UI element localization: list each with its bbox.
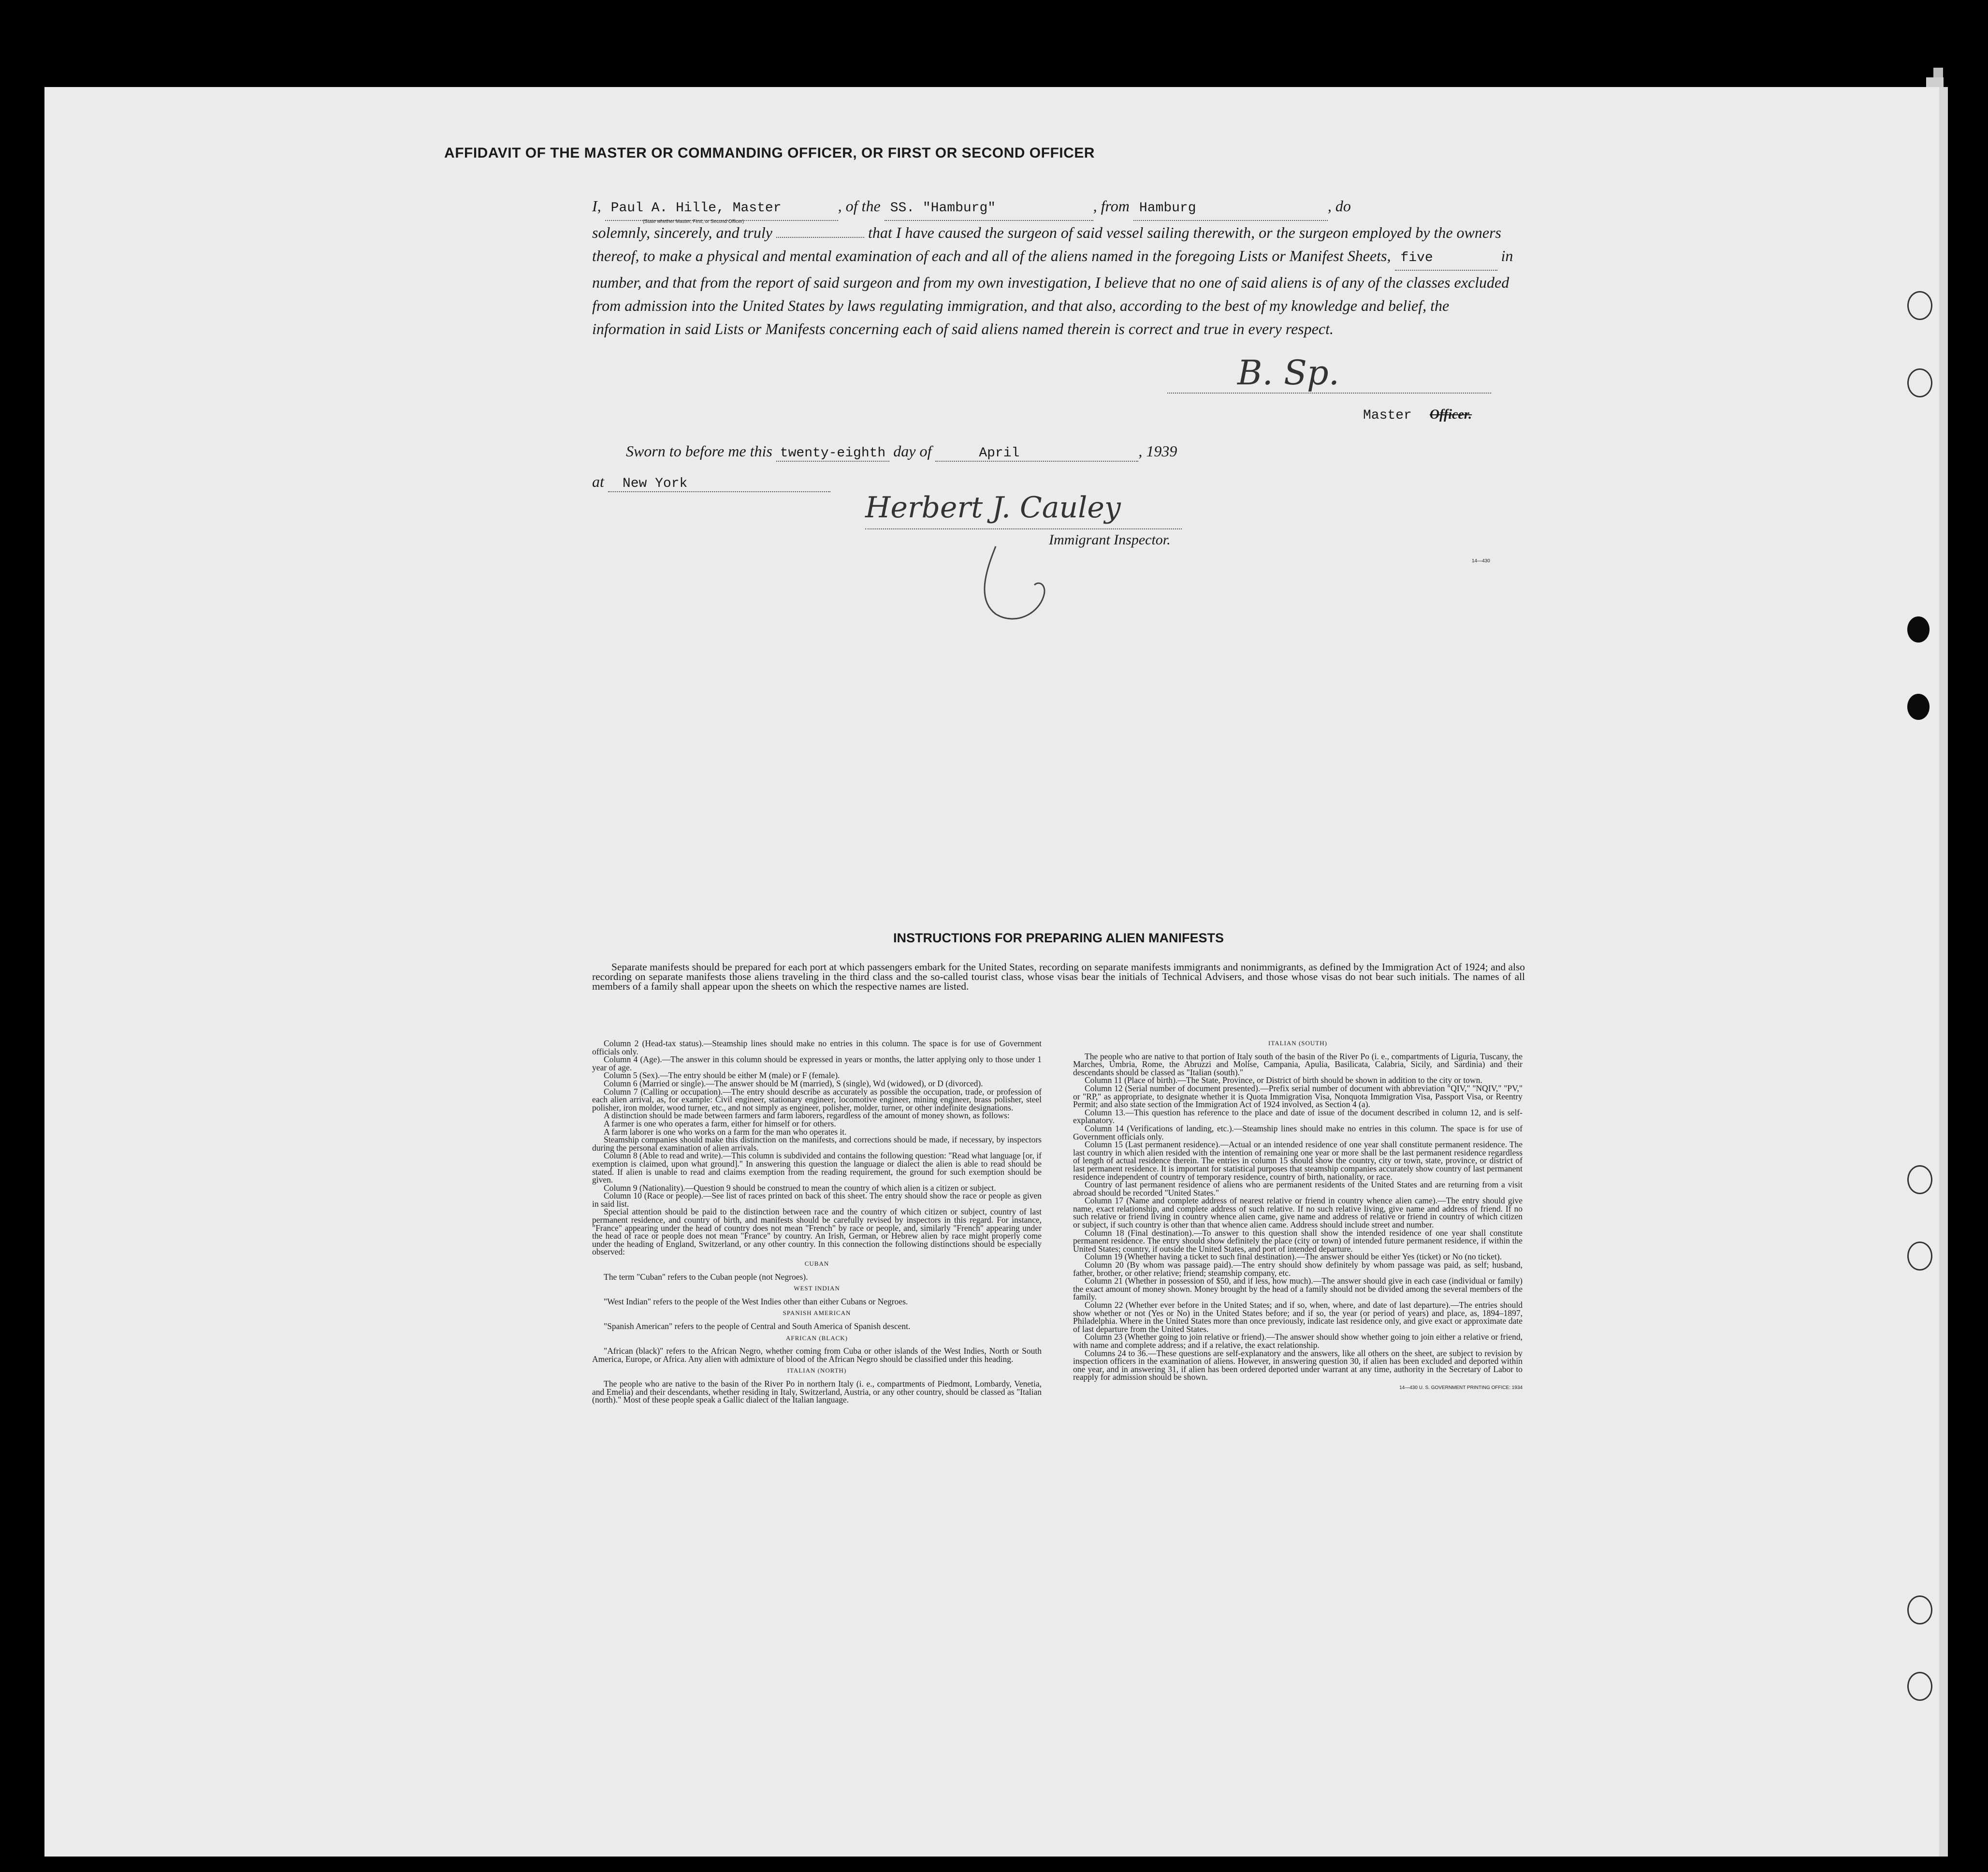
- sworn-line: [626, 442, 1177, 462]
- inspector-flourish: [976, 541, 1097, 624]
- binder-hole-2: [1907, 368, 1932, 397]
- binder-hole-4: [1907, 694, 1930, 720]
- affidavit-of-the: , of the: [838, 197, 881, 215]
- instructions-left-column: [592, 1039, 1042, 1404]
- instr-farmer: A farmer is one who operates a farm, either for himself or for others.: [604, 1118, 836, 1128]
- rank-note: (State whether Master, First, or Second Officer): [643, 219, 744, 224]
- instr-col20: Column 20 (By whom was passage paid).—The entry should show definitely by whom passage was paid, as self; husband, father, brother, or other relative; friend; steamship company, etc.: [1073, 1260, 1523, 1278]
- instr-farm-laborer: A farm laborer is one who works on a farm for the man who operates it.: [604, 1126, 847, 1137]
- officer-name-field: Paul A. Hille, Master: [605, 197, 838, 221]
- master-signature-line: [1167, 393, 1491, 394]
- officer-title-block: [1363, 407, 1472, 423]
- instr-spanish-american: "Spanish American" refers to the people of Central and South America of Spanish descent.: [604, 1321, 911, 1331]
- instr-steamship: Steamship companies should make this distinction on the manifests, and corrections should be made, if necessary, by inspectors during the personal examination of alien arrivals.: [592, 1135, 1042, 1153]
- instr-col15b: Country of last permanent residence of aliens who are permanent residents of the United States and are returning from a visit abroad should be recorded "United States.": [1073, 1180, 1523, 1198]
- inspector-title: Immigrant Inspector.: [1049, 532, 1171, 548]
- binder-hole-7: [1907, 1595, 1932, 1624]
- heading-african: AFRICAN (BLACK): [785, 1334, 848, 1342]
- instr-col14: Column 14 (Verifications of landing, etc.).—Steamship lines should make no entries in this column. The space is for use of Government officials only.: [1073, 1123, 1523, 1141]
- gpo-footer: 14—430 U. S. GOVERNMENT PRINTING OFFICE: 1934: [1399, 1385, 1523, 1390]
- instr-col8: Column 8 (Able to read and write).—This column is subdivided and contains the following question: "Read what language [or, if exemption is claimed, upon what ground]." In answering this question the language or dialect the alien is able to read should be stated. If alien is unable to read and claims exemption from the reading requirement, the ground for such exemption should be given.: [592, 1151, 1042, 1185]
- heading-spanish-american: SPANISH AMERICAN: [783, 1309, 851, 1317]
- instr-col11: Column 11 (Place of birth).—The State, Province, or District of birth should be shown in addition to the city or town.: [1085, 1075, 1482, 1085]
- instr-african: "African (black)" refers to the African Negro, whether coming from Cuba or other islands of the West Indies, North or South America, Europe, or Africa. Any alien with admixture of blood of the African Negro should be classified under this heading.: [592, 1346, 1042, 1364]
- instr-col21: Column 21 (Whether in possession of $50, and if less, how much).—The answer should give in each case (individual or family) the exact amount of money shown. Money brought by the head of a family should not be divided among the several members of the family.: [1073, 1276, 1523, 1302]
- instr-col10: Column 10 (Race or people).—See list of races printed on back of this sheet. The entry should show the race or people as given in said list.: [592, 1191, 1042, 1209]
- month-field: April: [935, 446, 1138, 462]
- affidavit-from: , from: [1093, 197, 1130, 215]
- instr-col6: Column 6 (Married or single).—The answer should be M (married), S (single), Wd (widowed), or D (divorced).: [604, 1078, 983, 1088]
- sworn-day-field: twenty-eighth: [776, 446, 889, 462]
- instructions-right-column: [1073, 1039, 1523, 1392]
- instr-col22: Column 22 (Whether ever before in the United States; and if so, when, where, and date of last departure).—The entries should show whether or not (Yes or No) in the United States before; and if so, the year (or period of years) and place, as, 1894–1897, Philadelphia. Where in the United States more than once previously, indicate last residence only, and give exact or approximate date of last departure from the United States.: [1073, 1300, 1523, 1334]
- instructions-intro-text: Separate manifests should be prepared for each port at which passengers embark for the United States, recording on separate manifests immigrants and nonimmigrants, as defined by the Immigration Act of 1924; and also recording on separate manifests those aliens traveling in the third class and the so-called tourist class, whose visas bear the initials of Technical Advisers, and those whose visas do not bear such initials. The names of all members of a family shall appear upon the sheets on which the respective names are listed.: [592, 961, 1525, 992]
- inspector-signature-line: [865, 528, 1182, 529]
- binder-hole-6: [1907, 1242, 1932, 1271]
- affidavit-do: , do: [1327, 197, 1351, 215]
- instr-col23: Column 23 (Whether going to join relative or friend).—The answer should show whether going to join either a relative or friend, with name and complete address; and if a relative, the exact relationship.: [1073, 1332, 1523, 1350]
- instr-col12: Column 12 (Serial number of document presented).—Prefix serial number of document with abbreviation "QIV," "NQIV," "PV," or "RP," as appropriate, to designate whether it is Quota Immigration Visa, Nonquota Immigration Visa, Passport Visa, or Reentry Permit; and also state section of the Immigration Act of 1924 involved, as Section 4 (a).: [1073, 1083, 1523, 1110]
- instr-italian-south: The people who are native to that portion of Italy south of the basin of the River Po (i. e., compartments of Liguria, Tuscany, the Marches, Umbria, Rome, the Abruzzi and Molise, Campania, Apulia, Basilicata, Calabria, Sicily, and Sardinia) and their descendants should be classed as "Italian (south).": [1073, 1051, 1523, 1077]
- instructions-title: INSTRUCTIONS FOR PREPARING ALIEN MANIFESTS: [893, 931, 1224, 945]
- instructions-intro: [592, 962, 1525, 991]
- instr-col9: Column 9 (Nationality).—Question 9 should be construed to mean the country of which alien is a citizen or subject.: [604, 1183, 996, 1193]
- instr-cuban: The term "Cuban" refers to the Cuban people (not Negroes).: [604, 1272, 808, 1282]
- instr-col13: Column 13.—This question has reference to the place and date of issue of the document described in column 12, and is self-explanatory.: [1073, 1107, 1523, 1126]
- affidavit-text-2: in number, and that from the report of said surgeon and from my own investigation, I believe that no one of said aliens is of any of the classes excluded from admission into the United States by laws regulating immigration, and that also, according to the best of my knowledge and belief, the information in said Lists or Manifests concerning each of said aliens named therein is correct and true in every respect.: [592, 247, 1513, 337]
- officer-struck: Officer.: [1429, 407, 1472, 422]
- heading-italian-north: ITALIAN (NORTH): [787, 1367, 847, 1375]
- instr-col19: Column 19 (Whether having a ticket to such final destination).—The answer should be either Yes (ticket) or No (no ticket).: [1085, 1252, 1502, 1262]
- instr-col17: Column 17 (Name and complete address of nearest relative or friend in country whence alien came).—The entry should give name, exact relationship, and complete address of such relative. If no such relative living, give name and address of friend. If no such relative or friend living in country whence alien came, give name and address of relative or friend in country of which citizen or subject, if such country is other than that whence alien came. Address should include street and number.: [1073, 1196, 1523, 1230]
- instr-col2: Column 2 (Head-tax status).—Steamship lines should make no entries in this column. The space is for use of Government officials only.: [592, 1038, 1042, 1056]
- form-number: 14—430: [1472, 558, 1490, 564]
- affidavit-text-1: that I have caused the surgeon of said vessel sailing therewith, or the surgeon employed by the owners thereof, to make a physical and mental examination of each and all of the aliens named in the foregoing Lists or Manifest Sheets,: [592, 224, 1501, 264]
- at-label: at: [592, 473, 604, 490]
- affidavit-title: AFFIDAVIT OF THE MASTER OR COMMANDING OFFICER, OR FIRST OR SECOND OFFICER: [444, 145, 1095, 161]
- departure-port-field: Hamburg: [1133, 197, 1328, 221]
- affidavit-solemnly: solemnly, sincerely, and truly: [592, 224, 772, 241]
- binder-hole-8: [1907, 1672, 1932, 1701]
- year-text: , 1939: [1138, 442, 1177, 460]
- instr-race-distinction: Special attention should be paid to the distinction between race and the country of which citizen or subject, country of last permanent residence, and country of birth, and manifests should be carefully revised by inspectors in this regard. For instance, "France" appearing under the head of country does not mean "French" by race or people, and, similarly "French" appearing under the head of race or people does not mean "France" by country. An Irish, German, or Hebrew alien by race might properly come under the heading of England, Switzerland, or any other country. In this connection the following distinctions should be especially observed:: [592, 1207, 1042, 1257]
- instr-col15: Column 15 (Last permanent residence).—Actual or an intended residence of one year shall constitute permanent residence. The last country in which alien resided with the intention of remaining one year or more shall be the last permanent residence regardless of length of actual residence therein. The entries in column 15 should show the country, city or town, state, province, or district of last permanent residence. It is important for statistical purposes that steamship companies accurately show country of last permanent residence independent of country of temporary residence, country of birth, nationality, or race.: [1073, 1140, 1523, 1182]
- oath-blank: [776, 237, 864, 238]
- inspector-signature: Herbert J. Cauley: [865, 491, 1121, 525]
- affidavit-body: [592, 194, 1525, 340]
- instr-col4: Column 4 (Age).—The answer in this column should be expressed in years or months, the latter applying only to those under 1 year of age.: [592, 1054, 1042, 1072]
- heading-italian-south: ITALIAN (SOUTH): [1268, 1039, 1327, 1047]
- instr-col18: Column 18 (Final destination).—To answer to this question shall show the intended residence of one year shall constitute permanent residence. The entry should show definitely the place (city or town) of intended future permanent residence, if within the United States; country, if outside the United States, and port of intended departure.: [1073, 1228, 1523, 1254]
- master-signature: B. Sp.: [1237, 353, 1339, 393]
- day-of-label: day of: [893, 442, 932, 460]
- affidavit-i: I,: [592, 197, 601, 215]
- place-field: New York: [608, 476, 830, 492]
- instr-col7: Column 7 (Calling or occupation).—The entry should describe as accurately as possible the occupation, trade, or profession of each alien arrival, as, for example: Civil engineer, stationary engineer, locomotive engineer, mining engineer, brass polisher, steel polisher, iron molder, wood turner, etc., and not simply as engineer, polisher, molder, turner, or other indefinite designations.: [592, 1086, 1042, 1112]
- heading-west-indian: WEST INDIAN: [794, 1285, 840, 1292]
- instr-col24-36: Columns 24 to 36.—These questions are self-explanatory and the answers, like all others on the sheet, are subject to revision by inspection officers in the examination of aliens. However, in answering question 30, if alien has been excluded and deported within one year, and in answering 31, if alien has been ordered deported under warrant at any time, authority in the Secretary of Labor to reapply for admission should be shown.: [1073, 1348, 1523, 1382]
- binder-hole-5: [1907, 1165, 1932, 1194]
- officer-title: Master: [1363, 408, 1412, 423]
- sworn-prefix: Sworn to before me this: [626, 442, 772, 460]
- sheet-count-field: five: [1395, 247, 1497, 271]
- place-line: [592, 473, 830, 492]
- instr-farmer-distinction: A distinction should be made between farmers and farm laborers, regardless of the amount of money shown, as follows:: [604, 1111, 1010, 1121]
- instr-col5: Column 5 (Sex).—The entry should be either M (male) or F (female).: [604, 1070, 840, 1081]
- instr-west-indian: "West Indian" refers to the people of the West Indies other than either Cubans or Negroes.: [604, 1296, 908, 1306]
- heading-cuban: CUBAN: [804, 1260, 829, 1268]
- instr-italian-north: The people who are native to the basin of the River Po in northern Italy (i. e., compartments of Piedmont, Lombardy, Venetia, and Emelia) and their descendants, whether residing in Italy, Switzerland, Austria, or any other country, should be classed as "Italian (north)." Most of these people speak a Gallic dialect of the Italian language.: [592, 1378, 1042, 1405]
- binder-hole-3: [1907, 616, 1930, 643]
- binder-hole-1: [1907, 291, 1932, 320]
- vessel-name-field: SS. "Hamburg": [885, 197, 1093, 221]
